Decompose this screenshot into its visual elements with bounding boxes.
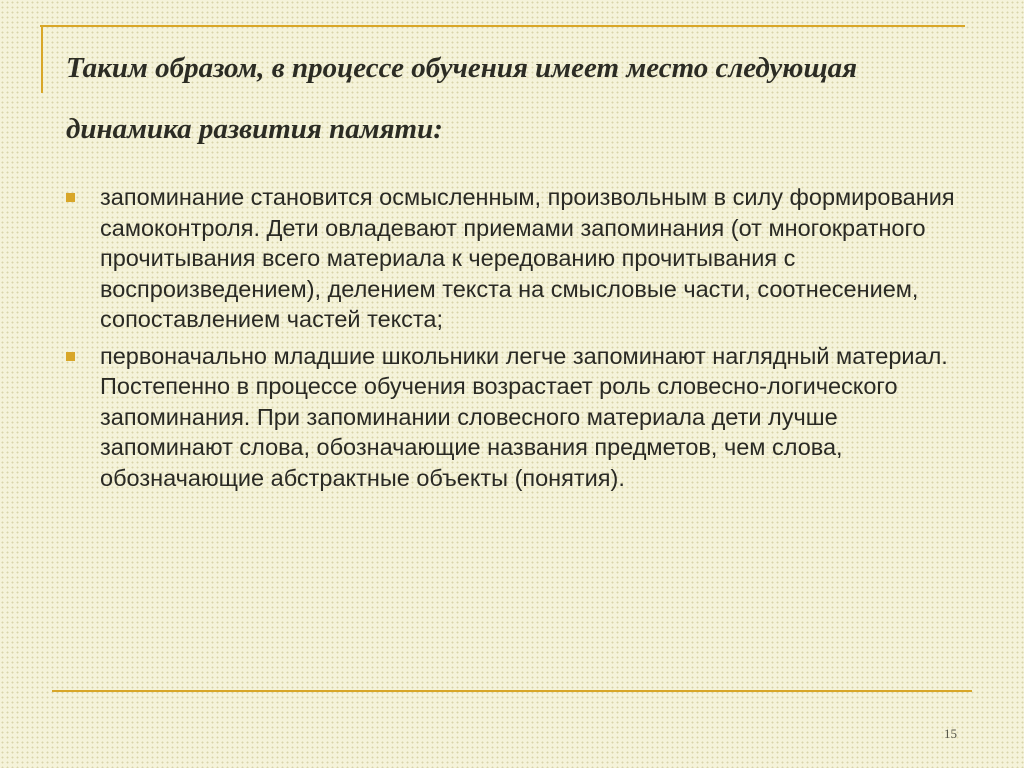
bullet-item	[66, 182, 966, 335]
bullet-text: первоначально младшие школьники легче запоминают наглядный материал. Постепенно в процессе обучения возрастает роль словесно-логического запоминания. При запоминании словесного материала дети лучше запоминают слова, обозначающие названия предметов, чем слова, обозначающие абстрактные объекты (понятия).	[100, 342, 948, 491]
square-bullet-icon	[66, 352, 75, 361]
slide-title: Таким образом, в процессе обучения имеет место следующая динамика развития памяти:	[66, 52, 858, 145]
bottom-divider-line	[52, 690, 972, 692]
top-divider-line	[40, 25, 965, 27]
left-divider-line	[41, 25, 43, 93]
bullet-item	[66, 341, 966, 494]
square-bullet-icon	[66, 193, 75, 202]
page-number: 15	[944, 726, 957, 741]
bullet-text: запоминание становится осмысленным, произвольным в силу формирования самоконтроля. Дети овладевают приемами запоминания (от многократного прочитывания всего материала к чередованию прочитывания с воспроизведением), делением текста на смысловые части, соотнесением, сопоставлением частей текста;	[100, 184, 955, 332]
bullet-list	[66, 182, 966, 499]
